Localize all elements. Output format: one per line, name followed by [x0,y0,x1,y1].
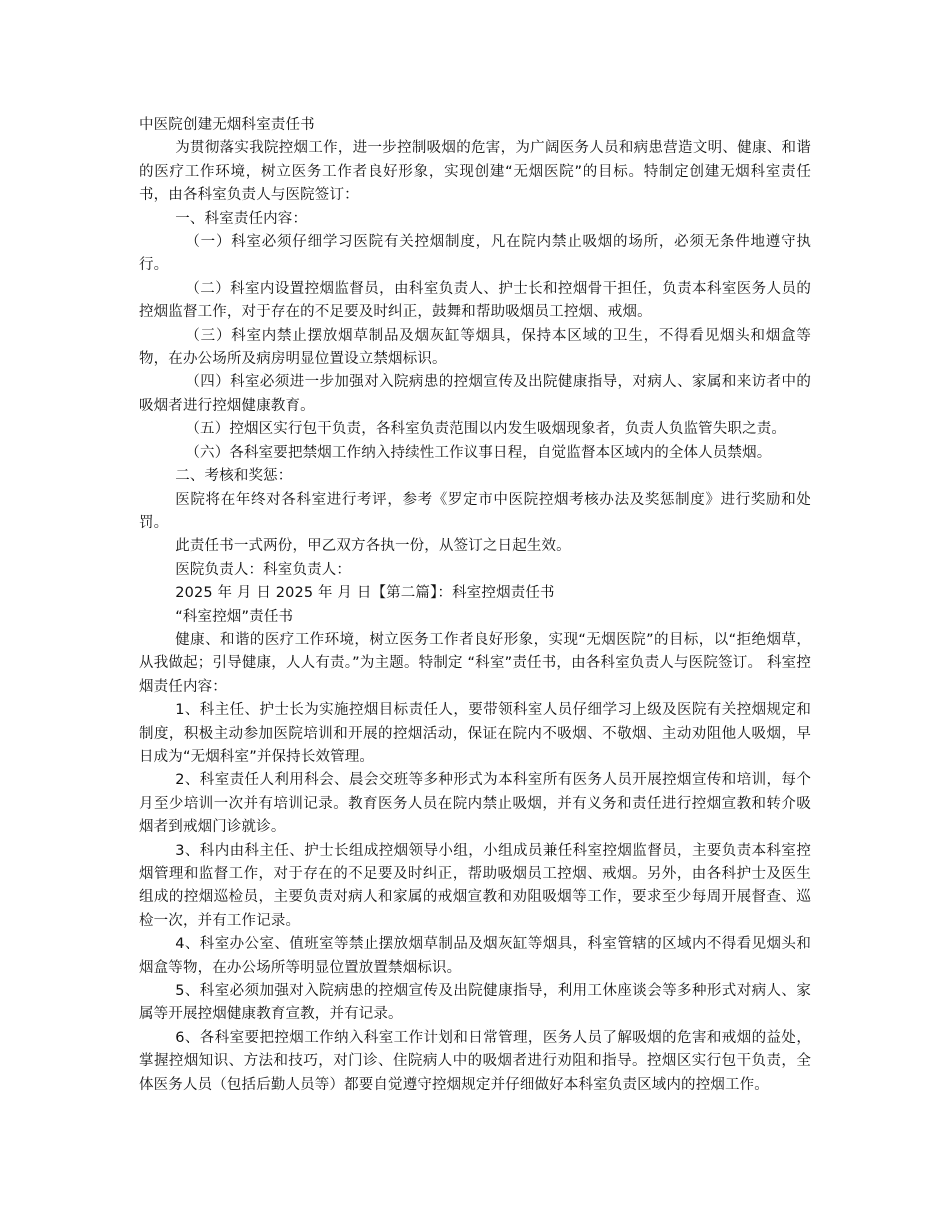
paragraph-second-intro: 健康、和谐的医疗工作环境，树立医务工作者良好形象，实现“无烟医院”的目标，以“拒绝烟草，从我做起；引导健康，人人有责。”为主题。特制定 “科室”责任书，由各科室负责人与医院签订。 科室控烟责任内容： [139,631,811,695]
date-line: 2025 年 月 日 2025 年 月 日【第二篇】：科室控烟责任书 [175,585,555,602]
paragraph-item-4: （四）科室必须进一步加强对入院病患的控烟宣传及出院健康指导，对病人、家属和来访者中的吸烟者进行控烟健康教育。 [139,374,811,414]
paragraph-intro: 为贯彻落实我院控烟工作，进一步控制吸烟的危害，为广阔医务人员和病患营造文明、健康、和谐的医疗工作环境，树立医务工作者良好形象，实现创建“无烟医院”的目标。特制定创建无烟科室责任书，由各科室负责人与医院签订： [139,140,811,204]
section-heading-responsibilities: 一、科室责任内容： [175,210,308,227]
paragraph-rule-4: 4、科室办公室、值班室等禁止摆放烟草制品及烟灰缸等烟具，科室管辖的区域内不得看见烟头和烟盒等物，在办公场所等明显位置放置禁烟标识。 [139,936,811,976]
paragraph-assessment: 医院将在年终对各科室进行考评，参考《罗定市中医院控烟考核办法及奖惩制度》进行奖励和处罚。 [139,491,811,531]
paragraph-rule-5: 5、科室必须加强对入院病患的控烟宣传及出院健康指导，利用工休座谈会等多种形式对病人、家属等开展控烟健康教育宣教，并有记录。 [139,983,811,1023]
paragraph-rule-1: 1、科主任、护士长为实施控烟目标责任人，要带领科室人员仔细学习上级及医院有关控烟规定和制度，积极主动参加医院培训和开展的控烟活动，保证在院内不吸烟、不敬烟、主动劝阻他人吸烟，早日成为“无烟科室”并保持长效管理。 [139,702,811,765]
signature-line: 医院负责人：科室负责人： [175,561,352,578]
paragraph-item-1: （一）科室必须仔细学习医院有关控烟制度，凡在院内禁止吸烟的场所，必须无条件地遵守执行。 [139,234,811,274]
paragraph-rule-3: 3、科内由科主任、护士长组成控烟领导小组，小组成员兼任科室控烟监督员，主要负责本科室控烟管理和监督工作，对于存在的不足要及时纠正，帮助吸烟员工控烟、戒烟。另外，由各科护士及医生组成的控烟巡检员，主要负责对病人和家属的戒烟宣教和劝阻吸烟等工作，要求至少每周开展督查、巡检一次，并有工作记录。 [139,842,811,929]
second-title: “科室控烟”责任书 [175,608,294,625]
paragraph-item-5: （五）控烟区实行包干负责，各科室负责范围以内发生吸烟现象者，负责人负监管失职之责。 [185,421,787,438]
document-page [139,114,811,1097]
paragraph-item-2: （二）科室内设置控烟监督员，由科室负责人、护士长和控烟骨干担任，负责本科室医务人员的控烟监督工作，对于存在的不足要及时纠正，鼓舞和帮助吸烟员工控烟、戒烟。 [139,280,811,321]
paragraph-item-6: （六）各科室要把禁烟工作纳入持续性工作议事日程，自觉监督本区域内的全体人员禁烟。 [185,444,772,461]
paragraph-rule-2: 2、科室责任人利用科会、晨会交班等多种形式为本科室所有医务人员开展控烟宣传和培训，每个月至少培训一次并有培训记录。教育医务人员在院内禁止吸烟，并有义务和责任进行控烟宣教和转介吸烟者到戒烟门诊就诊。 [139,772,811,836]
paragraph-item-3: （三）科室内禁止摆放烟草制品及烟灰缸等烟具，保持本区域的卫生，不得看见烟头和烟盒等物，在办公场所及病房明显位置设立禁烟标识。 [139,327,811,368]
document-title: 中医院创建无烟科室责任书 [139,117,315,133]
section-heading-assessment: 二、考核和奖惩： [175,468,293,485]
paragraph-copies: 此责任书一式两份，甲乙双方各执一份，从签订之日起生效。 [175,538,571,555]
paragraph-rule-6: 6、各科室要把控烟工作纳入科室工作计划和日常管理，医务人员了解吸烟的危害和戒烟的益处，掌握控烟知识、方法和技巧，对门诊、住院病人中的吸烟者进行劝阻和指导。控烟区实行包干负责，全体医务人员（包括后勤人员等）都要自觉遵守控烟规定并仔细做好本科室负责区域内的控烟工作。 [139,1029,811,1093]
